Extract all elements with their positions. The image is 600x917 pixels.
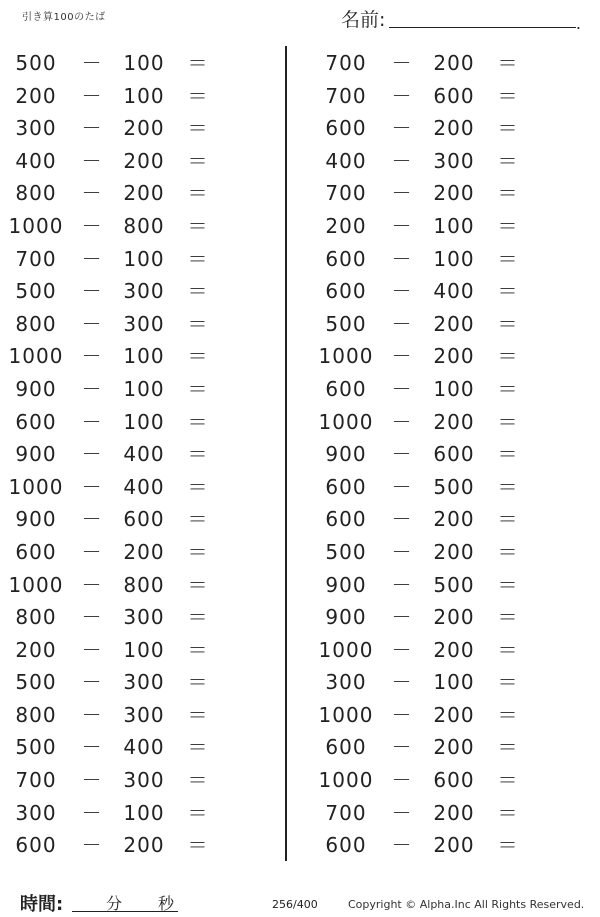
minus-sign: － xyxy=(81,181,103,206)
subtrahend: 100 xyxy=(123,376,165,401)
minus-sign: － xyxy=(81,409,103,434)
problem-row xyxy=(8,340,248,373)
minuend: 700 xyxy=(325,800,367,825)
minus-sign: － xyxy=(81,735,103,760)
minus-sign: － xyxy=(81,474,103,499)
minuend: 500 xyxy=(15,51,57,75)
subtrahend: 600 xyxy=(433,442,475,467)
problem-row xyxy=(8,243,248,276)
minus-sign: － xyxy=(391,116,413,141)
minus-sign: － xyxy=(391,51,413,75)
problem-row xyxy=(318,340,558,373)
problem-row xyxy=(318,601,558,634)
minus-sign: － xyxy=(81,637,103,662)
equals-sign: ＝ xyxy=(187,311,209,336)
minuend: 700 xyxy=(15,246,57,271)
equals-sign: ＝ xyxy=(497,572,519,597)
subtrahend: 200 xyxy=(433,800,475,825)
subtrahend: 300 xyxy=(123,279,165,304)
right-problem-column xyxy=(318,47,558,862)
equals-sign: ＝ xyxy=(187,442,209,467)
equals-sign: ＝ xyxy=(497,148,519,173)
minuend: 200 xyxy=(15,83,57,108)
equals-sign: ＝ xyxy=(187,181,209,206)
minus-sign: － xyxy=(391,539,413,564)
minuend: 800 xyxy=(15,702,57,727)
problem-row xyxy=(318,471,558,504)
problem-row xyxy=(8,438,248,471)
equals-sign: ＝ xyxy=(187,768,209,793)
problem-row xyxy=(318,634,558,667)
problem-row xyxy=(318,243,558,276)
problem-row xyxy=(8,829,248,862)
problem-row xyxy=(8,145,248,178)
minus-sign: － xyxy=(81,800,103,825)
minus-sign: － xyxy=(81,702,103,727)
minus-sign: － xyxy=(391,833,413,858)
subtrahend: 200 xyxy=(123,181,165,206)
subtrahend: 400 xyxy=(123,735,165,760)
minus-sign: － xyxy=(391,246,413,271)
minuend: 200 xyxy=(325,213,367,238)
minuend: 300 xyxy=(325,670,367,695)
subtrahend: 100 xyxy=(123,51,165,75)
equals-sign: ＝ xyxy=(187,800,209,825)
minuend: 800 xyxy=(15,605,57,630)
minus-sign: － xyxy=(81,572,103,597)
subtrahend: 100 xyxy=(123,246,165,271)
equals-sign: ＝ xyxy=(187,833,209,858)
problem-row xyxy=(8,536,248,569)
minus-sign: － xyxy=(391,148,413,173)
seconds-label: 秒 xyxy=(158,894,175,913)
equals-sign: ＝ xyxy=(497,344,519,369)
equals-sign: ＝ xyxy=(497,670,519,695)
minus-sign: － xyxy=(81,442,103,467)
problem-row xyxy=(8,601,248,634)
name-line-end-dot: . xyxy=(575,14,581,33)
minutes-label: 分 xyxy=(106,894,123,913)
page-number: 256/400 xyxy=(272,898,318,911)
minuend: 600 xyxy=(325,735,367,760)
problem-row xyxy=(318,406,558,439)
subtrahend: 300 xyxy=(123,311,165,336)
equals-sign: ＝ xyxy=(187,83,209,108)
minuend: 300 xyxy=(15,800,57,825)
problem-row xyxy=(318,177,558,210)
minus-sign: － xyxy=(391,735,413,760)
problem-row xyxy=(318,503,558,536)
minus-sign: － xyxy=(81,311,103,336)
minus-sign: － xyxy=(391,572,413,597)
subtrahend: 600 xyxy=(433,83,475,108)
subtrahend: 200 xyxy=(433,735,475,760)
problem-row xyxy=(318,112,558,145)
subtrahend: 800 xyxy=(123,572,165,597)
minuend: 600 xyxy=(15,833,57,858)
problem-row xyxy=(318,829,558,862)
problem-row xyxy=(318,666,558,699)
minuend: 1000 xyxy=(318,409,374,434)
equals-sign: ＝ xyxy=(187,376,209,401)
minuend: 800 xyxy=(15,311,57,336)
problem-row xyxy=(318,275,558,308)
problem-row xyxy=(318,80,558,113)
minuend: 500 xyxy=(15,670,57,695)
subtrahend: 500 xyxy=(433,474,475,499)
equals-sign: ＝ xyxy=(497,474,519,499)
minus-sign: － xyxy=(391,409,413,434)
minuend: 600 xyxy=(325,474,367,499)
minus-sign: － xyxy=(391,474,413,499)
minus-sign: － xyxy=(391,702,413,727)
minuend: 700 xyxy=(15,768,57,793)
subtrahend: 200 xyxy=(433,311,475,336)
subtrahend: 200 xyxy=(433,116,475,141)
equals-sign: ＝ xyxy=(187,572,209,597)
equals-sign: ＝ xyxy=(187,213,209,238)
equals-sign: ＝ xyxy=(497,213,519,238)
minus-sign: － xyxy=(81,605,103,630)
minus-sign: － xyxy=(81,213,103,238)
minuend: 1000 xyxy=(8,572,64,597)
minus-sign: － xyxy=(81,279,103,304)
subtrahend: 200 xyxy=(433,637,475,662)
minuend: 700 xyxy=(325,51,367,75)
minuend: 900 xyxy=(15,376,57,401)
minus-sign: － xyxy=(81,246,103,271)
minuend: 600 xyxy=(325,116,367,141)
minus-sign: － xyxy=(391,800,413,825)
problem-row xyxy=(318,210,558,243)
equals-sign: ＝ xyxy=(497,702,519,727)
subtrahend: 400 xyxy=(123,474,165,499)
subtrahend: 100 xyxy=(433,670,475,695)
equals-sign: ＝ xyxy=(187,735,209,760)
minuend: 500 xyxy=(325,539,367,564)
subtrahend: 200 xyxy=(433,702,475,727)
minus-sign: － xyxy=(81,51,103,75)
subtrahend: 200 xyxy=(433,409,475,434)
equals-sign: ＝ xyxy=(497,768,519,793)
problem-row xyxy=(8,731,248,764)
equals-sign: ＝ xyxy=(497,376,519,401)
problem-row xyxy=(318,699,558,732)
problem-row xyxy=(8,699,248,732)
minus-sign: － xyxy=(391,213,413,238)
subtrahend: 600 xyxy=(123,507,165,532)
worksheet-footer xyxy=(0,885,600,917)
problem-row xyxy=(8,471,248,504)
minuend: 900 xyxy=(15,507,57,532)
subtrahend: 100 xyxy=(433,376,475,401)
worksheet-title: 引き算100のたば xyxy=(22,12,106,23)
subtrahend: 300 xyxy=(433,148,475,173)
problem-row xyxy=(318,797,558,830)
minus-sign: － xyxy=(391,181,413,206)
minuend: 400 xyxy=(15,148,57,173)
equals-sign: ＝ xyxy=(187,279,209,304)
problem-row xyxy=(318,308,558,341)
subtrahend: 100 xyxy=(123,409,165,434)
minuend: 600 xyxy=(325,507,367,532)
minuend: 800 xyxy=(15,181,57,206)
problem-row xyxy=(8,406,248,439)
subtrahend: 200 xyxy=(433,539,475,564)
equals-sign: ＝ xyxy=(187,507,209,532)
subtrahend: 400 xyxy=(123,442,165,467)
minus-sign: － xyxy=(81,768,103,793)
minuend: 500 xyxy=(325,311,367,336)
minuend: 600 xyxy=(325,279,367,304)
minuend: 1000 xyxy=(318,702,374,727)
equals-sign: ＝ xyxy=(497,181,519,206)
minus-sign: － xyxy=(391,83,413,108)
minus-sign: － xyxy=(391,507,413,532)
equals-sign: ＝ xyxy=(187,246,209,271)
minuend: 400 xyxy=(325,148,367,173)
minuend: 600 xyxy=(15,409,57,434)
minuend: 600 xyxy=(325,246,367,271)
problem-row xyxy=(8,112,248,145)
subtrahend: 200 xyxy=(433,51,475,75)
equals-sign: ＝ xyxy=(497,833,519,858)
minus-sign: － xyxy=(391,605,413,630)
equals-sign: ＝ xyxy=(187,148,209,173)
problem-row xyxy=(318,536,558,569)
problem-row xyxy=(8,47,248,80)
minuend: 600 xyxy=(15,539,57,564)
problem-row xyxy=(8,308,248,341)
minuend: 300 xyxy=(15,116,57,141)
time-writing-line xyxy=(72,891,178,912)
equals-sign: ＝ xyxy=(187,474,209,499)
equals-sign: ＝ xyxy=(497,735,519,760)
subtrahend: 500 xyxy=(433,572,475,597)
minus-sign: － xyxy=(81,507,103,532)
problem-row xyxy=(318,373,558,406)
subtrahend: 200 xyxy=(123,833,165,858)
equals-sign: ＝ xyxy=(497,116,519,141)
equals-sign: ＝ xyxy=(497,442,519,467)
subtrahend: 800 xyxy=(123,213,165,238)
minuend: 700 xyxy=(325,83,367,108)
minus-sign: － xyxy=(391,376,413,401)
subtrahend: 200 xyxy=(123,116,165,141)
problem-row xyxy=(8,666,248,699)
minuend: 1000 xyxy=(318,637,374,662)
equals-sign: ＝ xyxy=(187,605,209,630)
time-label: 時間: xyxy=(20,894,64,915)
equals-sign: ＝ xyxy=(187,116,209,141)
minus-sign: － xyxy=(391,279,413,304)
problem-row xyxy=(8,210,248,243)
minuend: 1000 xyxy=(8,344,64,369)
minus-sign: － xyxy=(391,768,413,793)
subtrahend: 400 xyxy=(433,279,475,304)
minus-sign: － xyxy=(391,311,413,336)
minuend: 900 xyxy=(325,605,367,630)
name-writing-line xyxy=(389,26,576,28)
equals-sign: ＝ xyxy=(187,670,209,695)
minuend: 1000 xyxy=(8,213,64,238)
minus-sign: － xyxy=(81,670,103,695)
problem-row xyxy=(318,47,558,80)
minus-sign: － xyxy=(81,116,103,141)
equals-sign: ＝ xyxy=(497,311,519,336)
equals-sign: ＝ xyxy=(497,246,519,271)
minuend: 500 xyxy=(15,735,57,760)
problem-row xyxy=(8,177,248,210)
minuend: 700 xyxy=(325,181,367,206)
equals-sign: ＝ xyxy=(187,344,209,369)
equals-sign: ＝ xyxy=(187,51,209,75)
equals-sign: ＝ xyxy=(497,539,519,564)
minus-sign: － xyxy=(81,83,103,108)
problem-row xyxy=(8,797,248,830)
equals-sign: ＝ xyxy=(187,702,209,727)
subtrahend: 100 xyxy=(123,344,165,369)
subtrahend: 300 xyxy=(123,605,165,630)
problem-row xyxy=(318,764,558,797)
equals-sign: ＝ xyxy=(497,605,519,630)
minuend: 900 xyxy=(325,572,367,597)
equals-sign: ＝ xyxy=(497,507,519,532)
subtrahend: 100 xyxy=(123,83,165,108)
minuend: 200 xyxy=(15,637,57,662)
problem-row xyxy=(318,145,558,178)
minus-sign: － xyxy=(391,670,413,695)
equals-sign: ＝ xyxy=(497,800,519,825)
worksheet-header xyxy=(0,0,600,38)
subtrahend: 100 xyxy=(433,246,475,271)
subtrahend: 300 xyxy=(123,702,165,727)
minus-sign: － xyxy=(391,344,413,369)
minus-sign: － xyxy=(81,376,103,401)
name-label: 名前: xyxy=(341,9,386,31)
minus-sign: － xyxy=(81,148,103,173)
minuend: 1000 xyxy=(318,768,374,793)
equals-sign: ＝ xyxy=(187,409,209,434)
equals-sign: ＝ xyxy=(497,51,519,75)
problem-row xyxy=(8,569,248,602)
column-divider xyxy=(285,46,287,861)
subtrahend: 200 xyxy=(433,833,475,858)
minuend: 1000 xyxy=(8,474,64,499)
subtrahend: 200 xyxy=(433,344,475,369)
problem-row xyxy=(8,80,248,113)
subtrahend: 300 xyxy=(123,670,165,695)
name-field xyxy=(341,4,581,32)
equals-sign: ＝ xyxy=(497,279,519,304)
left-problem-column xyxy=(8,47,248,862)
equals-sign: ＝ xyxy=(187,637,209,662)
problem-row xyxy=(8,275,248,308)
problem-row xyxy=(318,438,558,471)
equals-sign: ＝ xyxy=(497,83,519,108)
subtrahend: 200 xyxy=(123,148,165,173)
problem-row xyxy=(8,373,248,406)
subtrahend: 100 xyxy=(123,800,165,825)
minuend: 600 xyxy=(325,833,367,858)
equals-sign: ＝ xyxy=(497,637,519,662)
subtrahend: 600 xyxy=(433,768,475,793)
minus-sign: － xyxy=(81,344,103,369)
subtrahend: 100 xyxy=(433,213,475,238)
subtrahend: 300 xyxy=(123,768,165,793)
equals-sign: ＝ xyxy=(187,539,209,564)
subtrahend: 200 xyxy=(433,605,475,630)
minus-sign: － xyxy=(391,637,413,662)
minus-sign: － xyxy=(81,539,103,564)
minuend: 1000 xyxy=(318,344,374,369)
problem-row xyxy=(8,764,248,797)
minuend: 900 xyxy=(15,442,57,467)
problem-row xyxy=(8,634,248,667)
subtrahend: 200 xyxy=(433,507,475,532)
minus-sign: － xyxy=(81,833,103,858)
subtrahend: 200 xyxy=(433,181,475,206)
minuend: 600 xyxy=(325,376,367,401)
subtrahend: 100 xyxy=(123,637,165,662)
equals-sign: ＝ xyxy=(497,409,519,434)
problem-row xyxy=(8,503,248,536)
minuend: 900 xyxy=(325,442,367,467)
copyright-text: Copyright © Alpha.Inc All Rights Reserved. xyxy=(348,898,585,911)
minus-sign: － xyxy=(391,442,413,467)
subtrahend: 200 xyxy=(123,539,165,564)
minuend: 500 xyxy=(15,279,57,304)
problem-row xyxy=(318,569,558,602)
problem-row xyxy=(318,731,558,764)
